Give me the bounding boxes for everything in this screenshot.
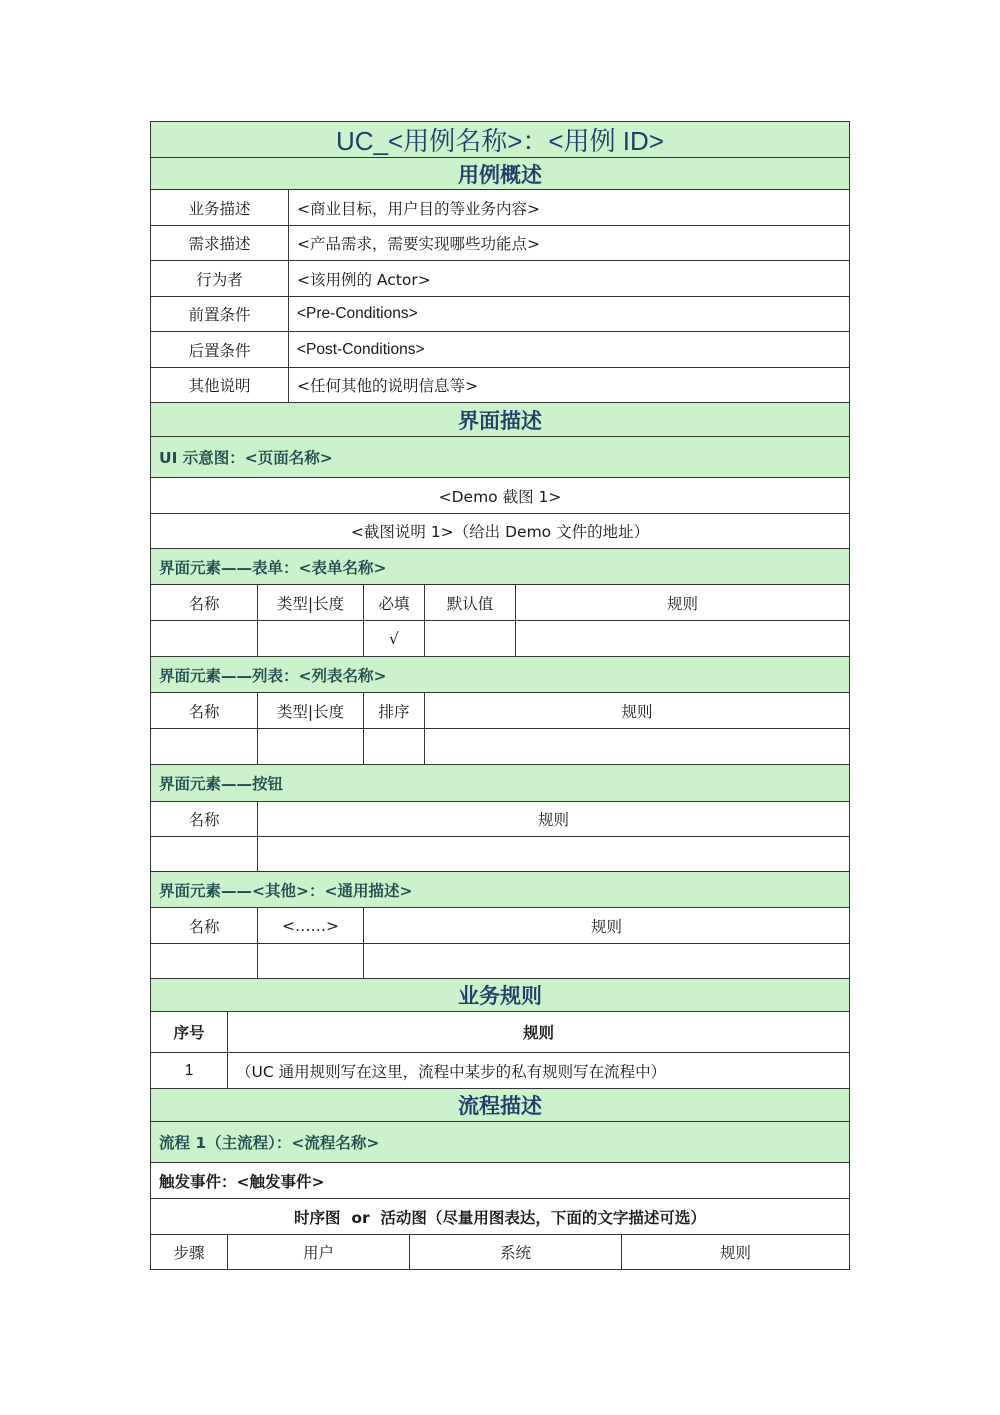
list-label-row [150, 657, 850, 693]
other-data-row [150, 944, 850, 979]
table-cell [151, 837, 258, 871]
table-header: 规则 [719, 1244, 751, 1262]
ui-heading-row [150, 403, 850, 437]
button-label-row [150, 765, 850, 802]
table-cell [425, 621, 516, 656]
list-header-row [150, 693, 850, 729]
table-cell [516, 621, 849, 656]
overview-value: <产品需求，需要实现哪些功能点> [297, 235, 540, 253]
demo-screenshot-row [150, 478, 850, 514]
button-label: 界面元素——按钮 [159, 775, 284, 793]
table-header: <……> [258, 908, 364, 943]
document-title: UC_<用例名称>：<用例 ID> [336, 126, 664, 156]
table-header: 系统 [410, 1235, 622, 1269]
overview-row [150, 297, 850, 332]
table-cell [364, 729, 425, 764]
trigger-event: 触发事件：<触发事件> [159, 1172, 325, 1191]
flow1-label: 流程 1（主流程）：<流程名称> [159, 1134, 380, 1152]
table-header: 规则 [666, 594, 698, 613]
screenshot-note: <截图说明 1>（给出 Demo 文件的地址） [350, 523, 650, 541]
form-label-row [150, 549, 850, 585]
table-header: 规则 [537, 811, 569, 829]
table-header: 必填 [364, 585, 425, 620]
flow-heading: 流程描述 [458, 1094, 542, 1118]
table-header: 默认值 [425, 585, 516, 620]
table-cell [258, 621, 364, 656]
overview-row [150, 368, 850, 403]
rule-text: （UC 通用规则写在这里，流程中某步的私有规则写在流程中） [236, 1062, 667, 1081]
table-cell [151, 944, 258, 978]
trigger-row [150, 1163, 850, 1199]
rules-data-row [150, 1053, 850, 1089]
list-label: 界面元素——列表：<列表名称> [159, 666, 387, 685]
flow-header-row [150, 1235, 850, 1270]
table-cell [151, 729, 258, 764]
table-cell [258, 729, 364, 764]
table-header: 用户 [228, 1235, 410, 1269]
overview-value: <任何其他的说明信息等> [297, 377, 478, 395]
table-header: 名称 [151, 908, 258, 943]
button-data-row [150, 837, 850, 872]
overview-label: 需求描述 [151, 226, 289, 260]
table-header: 名称 [151, 585, 258, 620]
other-header-row [150, 908, 850, 944]
diagram-note: 时序图 or 活动图（尽量用图表达，下面的文字描述可选） [294, 1208, 706, 1227]
table-cell [425, 729, 849, 764]
overview-label: 行为者 [151, 261, 289, 296]
form-data-row [150, 621, 850, 657]
table-header: 步骤 [151, 1235, 228, 1269]
table-header: 名称 [151, 693, 258, 728]
table-cell [151, 621, 258, 656]
table-header: 类型|长度 [258, 585, 364, 620]
demo-screenshot: <Demo 截图 1> [438, 487, 562, 506]
table-header: 排序 [364, 693, 425, 728]
table-header: 规则 [522, 1024, 554, 1042]
rules-heading: 业务规则 [458, 984, 542, 1008]
table-header: 规则 [621, 702, 653, 721]
overview-row [150, 261, 850, 297]
rules-heading-row [150, 979, 850, 1012]
overview-value: <商业目标，用户目的等业务内容> [297, 199, 540, 218]
ui-mockup-label: UI 示意图：<页面名称> [159, 449, 333, 467]
flow-heading-row [150, 1089, 850, 1122]
button-header-row [150, 802, 850, 837]
table-header: 名称 [151, 802, 258, 836]
table-cell [364, 944, 849, 978]
overview-row [150, 226, 850, 261]
rules-header-row [150, 1012, 850, 1053]
overview-label: 后置条件 [151, 332, 289, 367]
required-check: √ [364, 621, 425, 656]
table-cell [258, 837, 849, 871]
rule-number: 1 [151, 1053, 228, 1088]
other-label-row [150, 872, 850, 908]
table-header: 类型|长度 [258, 693, 364, 728]
use-case-document [150, 121, 850, 1270]
flow1-row [150, 1122, 850, 1163]
overview-label: 业务描述 [151, 190, 289, 225]
screenshot-note-row [150, 514, 850, 549]
overview-label: 其他说明 [151, 368, 289, 402]
overview-value: <Post-Conditions> [297, 340, 425, 358]
overview-row [150, 190, 850, 226]
form-label: 界面元素——表单：<表单名称> [159, 558, 387, 577]
diagram-note-row [150, 1199, 850, 1235]
overview-heading-row [150, 158, 850, 190]
table-header: 序号 [151, 1012, 228, 1052]
other-label: 界面元素——<其他>：<通用描述> [159, 881, 413, 900]
title-row [150, 121, 850, 158]
ui-heading: 界面描述 [458, 408, 542, 433]
form-header-row [150, 585, 850, 621]
ui-mockup-label-row [150, 437, 850, 478]
list-data-row [150, 729, 850, 765]
table-cell [258, 944, 364, 978]
overview-value: <Pre-Conditions> [297, 305, 418, 322]
overview-value: <该用例的 Actor> [297, 270, 431, 289]
overview-row [150, 332, 850, 368]
overview-heading: 用例概述 [458, 162, 542, 187]
overview-label: 前置条件 [151, 297, 289, 331]
table-header: 规则 [590, 917, 622, 936]
